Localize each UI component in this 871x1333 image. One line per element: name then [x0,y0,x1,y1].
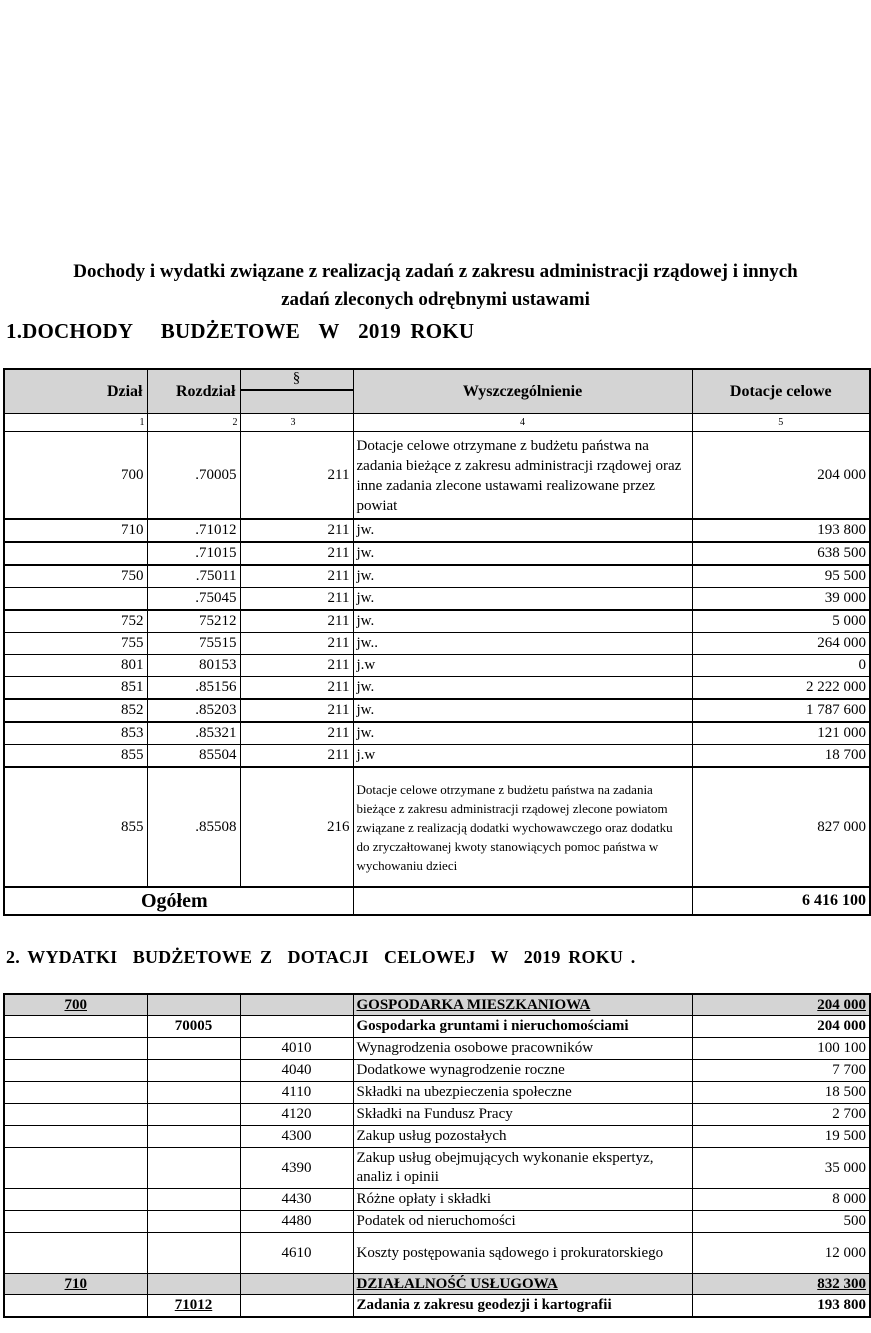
cell-rozdzial: .85203 [147,699,240,722]
cell-dzial [4,1104,147,1126]
col-number: 4 [353,414,692,432]
paragraf-row [4,1148,870,1189]
cell-paragraf: 4480 [240,1211,353,1233]
cell-rozdzial: 75212 [147,610,240,633]
paragraf-row [4,1126,870,1148]
total-label: Ogółem [4,887,353,915]
income-row [4,542,870,565]
cell-paragraf: 211 [240,610,353,633]
cell-dzial [4,1016,147,1038]
cell-dzial [4,542,147,565]
col-number: 2 [147,414,240,432]
cell-kwota: 35 000 [692,1148,870,1189]
cell-paragraf: 4010 [240,1038,353,1060]
cell-dzial [4,1082,147,1104]
cell-kwota: 832 300 [692,1274,870,1295]
cell-rozdzial: .85508 [147,767,240,887]
cell-rozdzial: .71012 [147,519,240,542]
cell-opis: Dodatkowe wynagrodzenie roczne [353,1060,692,1082]
cell-opis: jw.. [353,633,692,655]
cell-paragraf: 211 [240,432,353,520]
cell-paragraf: 216 [240,767,353,887]
cell-dzial [4,1148,147,1189]
paragraf-row [4,1233,870,1274]
title-line-2: zadań zleconych odrębnymi ustawami [281,289,590,310]
cell-dzial: 710 [4,519,147,542]
cell-kwota: 193 800 [692,1295,870,1318]
cell-opis: j.w [353,745,692,768]
cell-rozdzial [147,994,240,1016]
header-wyszczegolnienie: Wyszczególnienie [353,369,692,414]
cell-kwota: 39 000 [692,588,870,611]
cell-paragraf: 211 [240,745,353,768]
cell-paragraf: 211 [240,565,353,588]
cell-rozdzial: .70005 [147,432,240,520]
cell-rozdzial [147,1104,240,1126]
section-1-heading: 1.DOCHODY BUDŻETOWE W 2019 ROKU [6,319,475,343]
cell-rozdzial: .75045 [147,588,240,611]
cell-dzial: 755 [4,633,147,655]
cell-kwota: 7 700 [692,1060,870,1082]
cell-kwota: 0 [692,655,870,677]
cell-paragraf: 4040 [240,1060,353,1082]
cell-paragraf: 211 [240,519,353,542]
cell-rozdzial [147,1038,240,1060]
cell-dzial: 852 [4,699,147,722]
cell-rozdzial [147,1274,240,1295]
cell-opis: jw. [353,699,692,722]
cell-opis: Podatek od nieruchomości [353,1211,692,1233]
cell-rozdzial: 71012 [147,1295,240,1318]
cell-dzial: 801 [4,655,147,677]
total-empty-cell [353,887,692,915]
cell-dzial: 851 [4,677,147,700]
income-table-header [4,369,870,414]
paragraf-row [4,1038,870,1060]
cell-paragraf: 4110 [240,1082,353,1104]
cell-dzial [4,1211,147,1233]
income-table [3,368,871,916]
cell-opis: Dotacje celowe otrzymane z budżetu państwa na zadania bieżące z zakresu administracji rządowej oraz inne zadania zlecone ustawami realizowane przez powiat [353,432,692,520]
cell-rozdzial [147,1233,240,1274]
income-row [4,633,870,655]
income-row [4,519,870,542]
cell-paragraf: 211 [240,633,353,655]
col-number: 5 [692,414,870,432]
cell-dzial [4,1060,147,1082]
cell-opis: j.w [353,655,692,677]
cell-dzial: 700 [4,994,147,1016]
cell-opis: jw. [353,588,692,611]
cell-opis: Wynagrodzenia osobowe pracowników [353,1038,692,1060]
col-number: 1 [4,414,147,432]
cell-dzial [4,588,147,611]
cell-opis: Różne opłaty i składki [353,1189,692,1211]
cell-dzial: 752 [4,610,147,633]
header-divider [241,389,353,391]
income-row [4,677,870,700]
title-line-1: Dochody i wydatki związane z realizacją zadań z zakresu administracji rządowej i innych [73,261,798,282]
cell-opis: jw. [353,565,692,588]
cell-kwota: 95 500 [692,565,870,588]
cell-opis: jw. [353,542,692,565]
cell-opis: Zakup usług pozostałych [353,1126,692,1148]
cell-paragraf: 211 [240,677,353,700]
income-row [4,565,870,588]
cell-rozdzial: 85504 [147,745,240,768]
cell-paragraf: 4300 [240,1126,353,1148]
paragraph-symbol: § [292,370,301,386]
cell-paragraf: 4120 [240,1104,353,1126]
income-row [4,767,870,887]
cell-dzial: 700 [4,432,147,520]
rozdzial-row [4,1295,870,1318]
document-title [0,258,871,314]
cell-kwota: 121 000 [692,722,870,745]
cell-opis: jw. [353,519,692,542]
cell-kwota: 827 000 [692,767,870,887]
cell-paragraf [240,1295,353,1318]
paragraf-row [4,1189,870,1211]
cell-rozdzial [147,1082,240,1104]
cell-dzial: 855 [4,767,147,887]
cell-rozdzial: .71015 [147,542,240,565]
cell-rozdzial: 80153 [147,655,240,677]
cell-rozdzial [147,1211,240,1233]
cell-rozdzial [147,1060,240,1082]
cell-opis: Składki na Fundusz Pracy [353,1104,692,1126]
cell-kwota: 1 787 600 [692,699,870,722]
cell-kwota: 204 000 [692,1016,870,1038]
paragraf-row [4,1104,870,1126]
cell-dzial: 853 [4,722,147,745]
cell-kwota: 204 000 [692,994,870,1016]
cell-opis: jw. [353,677,692,700]
cell-paragraf [240,1274,353,1295]
cell-paragraf: 4610 [240,1233,353,1274]
paragraf-row [4,1082,870,1104]
header-dzial: Dział [4,369,147,414]
income-row [4,745,870,768]
income-row [4,588,870,611]
cell-paragraf [240,994,353,1016]
cell-kwota: 18 500 [692,1082,870,1104]
cell-kwota: 204 000 [692,432,870,520]
cell-opis: Gospodarka gruntami i nieruchomościami [353,1016,692,1038]
cell-kwota: 8 000 [692,1189,870,1211]
income-row [4,722,870,745]
dzial-row [4,994,870,1016]
cell-paragraf: 211 [240,699,353,722]
cell-kwota: 18 700 [692,745,870,768]
cell-opis: DZIAŁALNOŚĆ USŁUGOWA [353,1274,692,1295]
cell-paragraf [240,1016,353,1038]
cell-kwota: 100 100 [692,1038,870,1060]
column-numbers-row [4,414,870,432]
cell-kwota: 264 000 [692,633,870,655]
header-rozdzial: Rozdział [147,369,240,414]
cell-dzial [4,1126,147,1148]
cell-paragraf: 211 [240,655,353,677]
cell-dzial [4,1295,147,1318]
cell-opis: Koszty postępowania sądowego i prokuratorskiego [353,1233,692,1274]
expenditure-table-body [4,994,870,1317]
cell-rozdzial: 70005 [147,1016,240,1038]
cell-rozdzial [147,1148,240,1189]
cell-paragraf: 4430 [240,1189,353,1211]
income-row [4,610,870,633]
cell-rozdzial: 75515 [147,633,240,655]
cell-paragraf: 211 [240,588,353,611]
income-table-body [4,432,870,888]
cell-rozdzial: .85156 [147,677,240,700]
cell-paragraf: 211 [240,722,353,745]
col-number: 3 [240,414,353,432]
cell-dzial [4,1038,147,1060]
total-row [4,887,870,915]
cell-kwota: 500 [692,1211,870,1233]
paragraf-row [4,1211,870,1233]
section-2-heading: 2. WYDATKI BUDŻETOWE Z DOTACJI CELOWEJ W 2019 ROKU . [6,947,636,967]
cell-kwota: 2 700 [692,1104,870,1126]
header-paragraf [240,369,353,414]
cell-paragraf: 211 [240,542,353,565]
cell-kwota: 19 500 [692,1126,870,1148]
cell-rozdzial: .85321 [147,722,240,745]
expenditure-table [3,993,871,1318]
income-row [4,699,870,722]
cell-paragraf: 4390 [240,1148,353,1189]
cell-rozdzial [147,1189,240,1211]
cell-kwota: 5 000 [692,610,870,633]
cell-kwota: 12 000 [692,1233,870,1274]
cell-dzial: 750 [4,565,147,588]
cell-opis: GOSPODARKA MIESZKANIOWA [353,994,692,1016]
cell-kwota: 2 222 000 [692,677,870,700]
rozdzial-row [4,1016,870,1038]
cell-kwota: 638 500 [692,542,870,565]
cell-rozdzial: .75011 [147,565,240,588]
header-dotacje: Dotacje celowe [692,369,870,414]
cell-opis: jw. [353,610,692,633]
cell-rozdzial [147,1126,240,1148]
cell-opis: Zadania z zakresu geodezji i kartografii [353,1295,692,1318]
cell-dzial: 855 [4,745,147,768]
total-amount: 6 416 100 [692,887,870,915]
cell-opis: Zakup usług obejmujących wykonanie ekspertyz, analiz i opinii [353,1148,692,1189]
cell-dzial [4,1233,147,1274]
cell-dzial: 710 [4,1274,147,1295]
dzial-row [4,1274,870,1295]
income-row [4,432,870,520]
cell-kwota: 193 800 [692,519,870,542]
cell-dzial [4,1189,147,1211]
cell-opis: jw. [353,722,692,745]
cell-opis: Składki na ubezpieczenia społeczne [353,1082,692,1104]
income-row [4,655,870,677]
cell-opis: Dotacje celowe otrzymane z budżetu państwa na zadania bieżące z zakresu administracji rządowej zlecone powiatom związane z realizacją dodatki wychowawczego oraz dodatku do zryczałtowanej kwoty stanowiących pomoc państwa w wychowaniu dzieci [353,767,692,887]
paragraf-row [4,1060,870,1082]
